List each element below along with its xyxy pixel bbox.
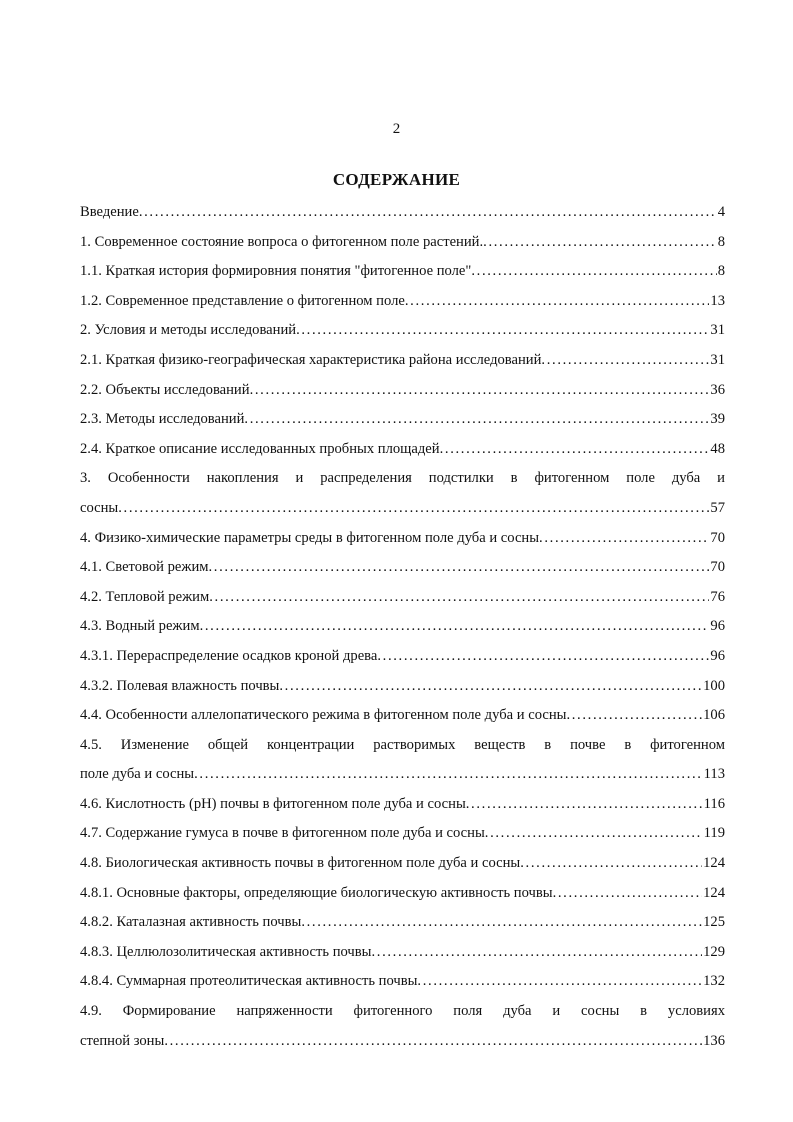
table-of-contents: [80, 198, 725, 1056]
toc-entry[interactable]: [80, 819, 725, 849]
toc-entry-text: 2.2. Объекты исследований: [80, 381, 250, 398]
dot-leader: [553, 879, 703, 909]
toc-entry-text-line1[interactable]: 4.5. Изменение общей концентрации растворимых веществ в почве в фитогенном: [80, 736, 725, 753]
dot-leader: [440, 435, 710, 465]
dot-leader: [471, 257, 716, 287]
toc-entry-text: 2.4. Краткое описание исследованных пробных площадей: [80, 440, 440, 457]
toc-entry-page: 116: [703, 795, 725, 812]
page-number: 2: [392, 121, 401, 137]
toc-entry[interactable]: [80, 583, 725, 613]
toc-entry-text: 2.3. Методы исследований: [80, 411, 245, 428]
dot-leader: [566, 701, 702, 731]
toc-entry-text: 4. Физико-химические параметры среды в фитогенном поле дуба и сосны: [80, 529, 540, 546]
dot-leader: [209, 553, 710, 583]
toc-entry-text-line1[interactable]: 4.9. Формирование напряженности фитогенного поля дуба и сосны в условиях: [80, 1003, 725, 1020]
toc-entry[interactable]: [80, 494, 725, 524]
toc-entry-text: 4.8. Биологическая активность почвы в фитогенном поле дуба и сосны: [80, 855, 521, 872]
toc-entry-page: 106: [703, 707, 725, 724]
toc-entry-page: 4: [717, 204, 725, 220]
toc-entry[interactable]: [80, 672, 725, 702]
toc-entry-text: 4.6. Кислотность (pH) почвы в фитогенном поле дуба и сосны: [80, 795, 466, 812]
dot-leader: [483, 228, 717, 258]
toc-entry-text: 1.1. Краткая история формировния понятия "фитогенное поле": [80, 263, 472, 280]
toc-entry-page: 70: [710, 559, 725, 576]
toc-entry-text-line1[interactable]: 3. Особенности накопления и распределения подстилки в фитогенном поле дуба и: [80, 470, 725, 487]
toc-entry[interactable]: [80, 435, 725, 465]
toc-entry-text: Введение: [80, 204, 139, 220]
toc-entry[interactable]: [80, 524, 725, 554]
toc-entry-page: 96: [710, 647, 725, 664]
dot-leader: [296, 316, 709, 346]
page-title: СОДЕРЖАНИЕ: [332, 170, 461, 189]
toc-entry[interactable]: [80, 287, 725, 317]
toc-entry-page: 96: [710, 618, 725, 635]
dot-leader: [377, 642, 709, 672]
toc-entry-text: 4.2. Тепловой режим: [80, 588, 210, 605]
toc-entry-text: 4.7. Содержание гумуса в почве в фитогенном поле дуба и сосны: [80, 825, 485, 842]
toc-entry[interactable]: [80, 849, 725, 879]
toc-entry-page: 124: [703, 884, 725, 901]
toc-entry-text: степной зоны: [80, 1032, 165, 1049]
dot-leader: [139, 198, 717, 228]
dot-leader: [485, 819, 703, 849]
toc-entry-text: поле дуба и сосны: [80, 766, 195, 783]
dot-leader: [209, 583, 709, 613]
toc-entry[interactable]: [80, 701, 725, 731]
dot-leader: [164, 1027, 702, 1057]
toc-entry-page: 100: [703, 677, 725, 694]
toc-entry-page: 125: [703, 914, 725, 931]
toc-entry[interactable]: [80, 257, 725, 287]
toc-entry[interactable]: [80, 405, 725, 435]
dot-leader: [250, 376, 710, 406]
toc-entry[interactable]: [80, 1027, 725, 1057]
dot-leader: [194, 760, 703, 790]
toc-entry-text: 1.2. Современное представление о фитогенном поле: [80, 292, 405, 309]
toc-entry-text: 1. Современное состояние вопроса о фитогенном поле растений.: [80, 233, 484, 250]
dot-leader: [371, 938, 702, 968]
toc-entry[interactable]: [80, 198, 725, 228]
dot-leader: [118, 494, 709, 524]
toc-entry-page: 76: [710, 588, 725, 605]
toc-entry-page: 39: [710, 411, 725, 428]
toc-entry[interactable]: [80, 879, 725, 909]
toc-entry-page: 57: [710, 499, 725, 516]
toc-entry-text: 4.3.1. Перераспределение осадков кроной древа: [80, 647, 378, 664]
toc-entry-page: 113: [703, 766, 725, 783]
toc-entry[interactable]: [80, 612, 725, 642]
toc-entry-text: 4.8.4. Суммарная протеолитическая активность почвы: [80, 973, 418, 990]
dot-leader: [520, 849, 702, 879]
toc-entry[interactable]: [80, 346, 725, 376]
toc-entry-page: 129: [703, 943, 725, 960]
toc-entry[interactable]: [80, 760, 725, 790]
toc-entry-page: 48: [710, 440, 725, 457]
toc-entry[interactable]: [80, 908, 725, 938]
toc-entry-text: 4.8.1. Основные факторы, определяющие биологическую активность почвы: [80, 884, 553, 901]
toc-entry-text: 4.1. Световой режим: [80, 559, 209, 576]
toc-entry-text: 2.1. Краткая физико-географическая характеристика района исследований: [80, 351, 542, 368]
toc-entry-page: 132: [703, 973, 725, 990]
toc-entry-page: 70: [710, 529, 725, 546]
dot-leader: [301, 908, 702, 938]
toc-entry-page: 8: [717, 233, 725, 250]
toc-entry-text: 4.8.3. Целлюлозолитическая активность почвы: [80, 943, 372, 960]
toc-entry[interactable]: [80, 790, 725, 820]
toc-entry-page: 31: [710, 322, 725, 339]
toc-entry-page: 31: [710, 351, 725, 368]
dot-leader: [200, 612, 710, 642]
dot-leader: [539, 524, 709, 554]
toc-entry-page: 13: [710, 292, 725, 309]
toc-entry-text: 4.3. Водный режим: [80, 618, 200, 635]
toc-entry-text: 4.8.2. Каталазная активность почвы: [80, 914, 302, 931]
toc-entry[interactable]: [80, 967, 725, 997]
toc-entry[interactable]: [80, 553, 725, 583]
toc-entry[interactable]: [80, 642, 725, 672]
toc-entry-text: 4.4. Особенности аллелопатического режима в фитогенном поле дуба и сосны: [80, 707, 567, 724]
toc-entry-page: 36: [710, 381, 725, 398]
toc-entry-page: 136: [703, 1032, 725, 1049]
toc-entry[interactable]: [80, 376, 725, 406]
toc-entry-page: 8: [717, 263, 725, 280]
toc-entry[interactable]: [80, 938, 725, 968]
dot-leader: [244, 405, 709, 435]
dot-leader: [466, 790, 703, 820]
toc-entry-text: 4.3.2. Полевая влажность почвы: [80, 677, 280, 694]
toc-entry-text: сосны: [80, 499, 119, 516]
toc-entry-page: 124: [703, 855, 725, 872]
dot-leader: [405, 287, 710, 317]
toc-entry[interactable]: [80, 228, 725, 258]
dot-leader: [541, 346, 709, 376]
toc-entry[interactable]: [80, 316, 725, 346]
dot-leader: [417, 967, 702, 997]
toc-entry-text: 2. Условия и методы исследований: [80, 322, 297, 339]
dot-leader: [279, 672, 702, 702]
toc-entry-page: 119: [703, 825, 725, 842]
